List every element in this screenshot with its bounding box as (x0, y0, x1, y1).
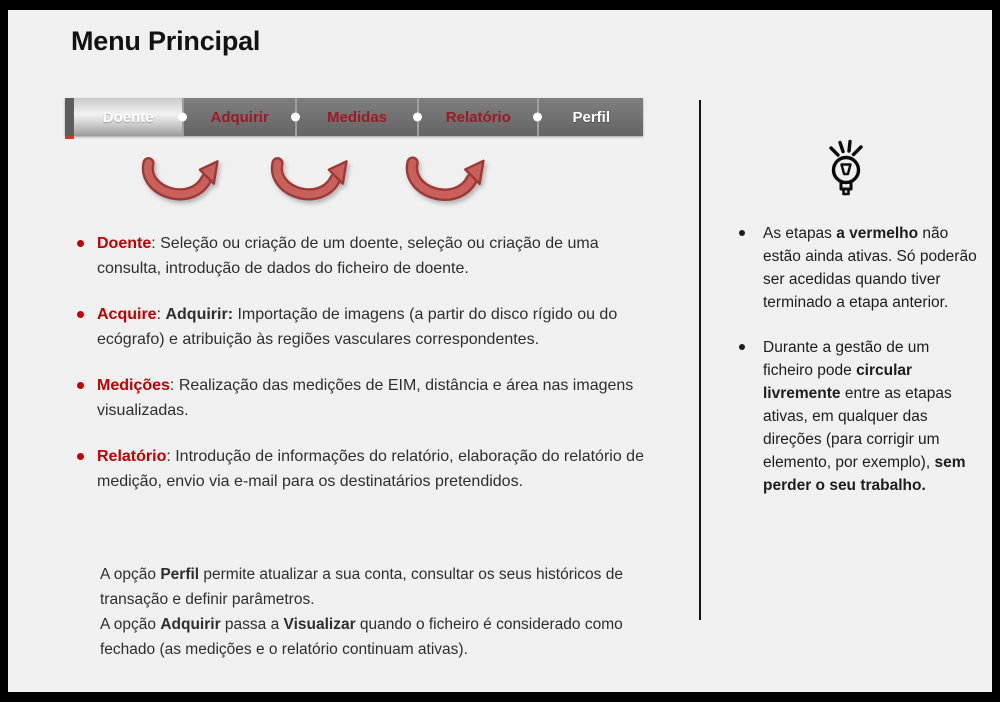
tab-medidas[interactable] (295, 98, 417, 136)
tips-bullet-list (736, 222, 978, 519)
text-segment: circular livremente (763, 362, 913, 402)
curved-arrow-icon (141, 156, 225, 207)
bullet-dot (77, 453, 84, 460)
text-segment: : Seleção ou criação de um doente, seleção ou criação de uma consulta, introdução de dados do ficheiro de doente. (97, 235, 599, 277)
bullet-dot (77, 311, 84, 318)
text-segment: A opção (100, 616, 161, 633)
tab-label: Medidas (327, 108, 388, 126)
page-title: Menu Principal (71, 26, 261, 56)
tab-perfil[interactable] (537, 98, 643, 136)
tab-label: Doente (102, 108, 154, 126)
text-segment: Adquirir: (165, 306, 234, 323)
text-segment: : (156, 306, 166, 323)
text-segment: : Introdução de informações do relatório, elaboração do relatório de medição, envio via e-mail para os destinatários pretendidos. (97, 448, 644, 490)
menu-bar-lead-segment (65, 98, 74, 136)
profile-note-text (100, 562, 630, 662)
text-segment: sem perder o seu trabalho. (763, 454, 966, 494)
bullet-dot (739, 344, 745, 350)
bullet-dot (739, 230, 745, 236)
curved-arrow-icon (270, 156, 354, 207)
bullet-item (75, 302, 652, 352)
bullet-item (75, 231, 652, 281)
text-segment: Relatório (97, 448, 167, 465)
tab-label: Adquirir (210, 108, 269, 126)
text-segment: As etapas (763, 225, 837, 242)
text-segment: Acquire (97, 306, 157, 323)
text-segment: quando o ficheiro é considerado como fechado (as medições e o relatório continuam ativas). (100, 616, 623, 658)
bullet-dot (77, 382, 84, 389)
lightbulb-icon (822, 139, 870, 208)
text-segment: : Realização das medições de EIM, distância e área nas imagens visualizadas. (97, 377, 634, 419)
bullet-item (75, 444, 652, 494)
text-segment: Importação de imagens (a partir do disco rígido ou do ecógrafo) e atribuição às regiões vasculares correspondentes. (97, 306, 618, 348)
feature-bullet-list (75, 231, 652, 515)
text-segment: entre as etapas ativas, em qualquer das direções (para corrigir um elemento, por exemplo), (763, 385, 952, 471)
divider-line (699, 100, 701, 620)
text-segment: não estão ainda ativas. Só poderão ser acedidas quando tiver terminado a etapa anterior. (763, 225, 977, 311)
tab-relatorio[interactable] (417, 98, 537, 136)
text-segment: permite atualizar a sua conta, consultar os seus históricos de transação e definir parâmetros. (100, 566, 623, 608)
text-segment: A opção (100, 566, 161, 583)
text-segment: Durante a gestão de um ficheiro pode (763, 339, 930, 379)
text-segment: a vermelho (836, 225, 919, 242)
main-menu-bar (65, 98, 643, 136)
bullet-item (75, 373, 652, 423)
tab-label: Relatório (445, 108, 511, 126)
text-segment: Doente (97, 235, 152, 252)
text-segment: Visualizar (283, 616, 356, 633)
tab-doente[interactable] (74, 98, 182, 136)
text-segment: Medições (97, 377, 170, 394)
curved-arrow-icon (400, 156, 496, 207)
tip-item (736, 222, 978, 314)
tip-item (736, 336, 978, 497)
text-segment: Perfil (160, 566, 200, 583)
bullet-dot (77, 240, 84, 247)
text-segment: passa a (220, 616, 284, 633)
tab-adquirir[interactable] (182, 98, 294, 136)
tab-label: Perfil (572, 108, 610, 126)
text-segment: Adquirir (160, 616, 221, 633)
